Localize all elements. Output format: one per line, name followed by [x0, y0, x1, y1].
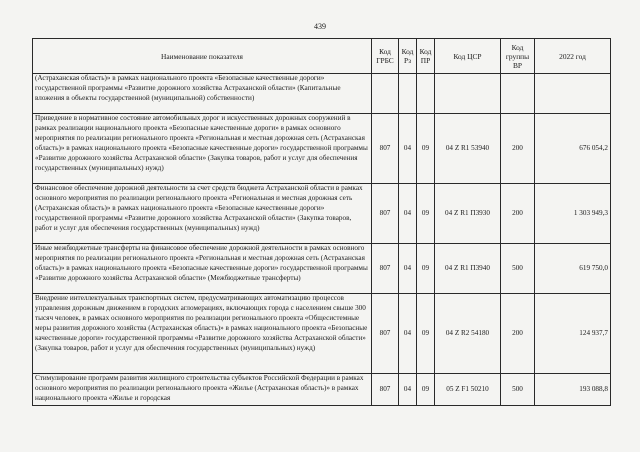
row-grbs — [372, 74, 399, 114]
row-grbs: 807 — [372, 374, 399, 406]
row-csr: 04 Z R1 П3930 — [435, 184, 501, 244]
row-vr: 200 — [501, 114, 535, 184]
table-row — [33, 244, 611, 294]
row-pr: 09 — [417, 374, 435, 406]
header-year: 2022 год — [535, 39, 611, 74]
row-pr: 09 — [417, 184, 435, 244]
row-grbs: 807 — [372, 294, 399, 374]
row-amount — [535, 74, 611, 114]
row-name: Финансовое обеспечение дорожной деятельности за счет средств бюджета Астраханской области в рамках основного мероприятия по реализации регионального проекта «Региональная и местная дорожная сеть (Астраханская область)» в рамках национального проекта «Безопасные качественные дороги» государственной программы «Развитие дорожного хозяйства Астраханской области» (Закупка товаров, работ и услуг для обеспечения государственных (муниципальных) нужд) — [33, 184, 372, 244]
row-name: (Астраханская область)» в рамках национального проекта «Безопасные качественные дороги» государственной программы «Развитие дорожного хозяйства Астраханской области» (Капитальные вложения в объекты государственной (муниципальной) собственности) — [33, 74, 372, 114]
header-grbs: Код ГРБС — [372, 39, 399, 74]
header-vr: Код группы ВР — [501, 39, 535, 74]
row-name: Приведение в нормативное состояние автомобильных дорог и искусственных дорожных сооружений в рамках реализации национального проекта «Безопасные качественные дороги» в рамках основного мероприятия по реализации регионального проекта «Региональная и местная дорожная сеть (Астраханская область)» в рамках национального проекта «Безопасные качественные дороги» государственной программы «Развитие дорожного хозяйства Астраханской области» (Закупка товаров, работ и услуг для обеспечения государственных (муниципальных) нужд) — [33, 114, 372, 184]
header-pr: Код ПР — [417, 39, 435, 74]
header-csr: Код ЦСР — [435, 39, 501, 74]
table-row — [33, 294, 611, 374]
table-row — [33, 74, 611, 114]
row-csr: 04 Z R1 53940 — [435, 114, 501, 184]
row-pr — [417, 74, 435, 114]
row-amount: 193 088,8 — [535, 374, 611, 406]
row-amount: 1 303 949,3 — [535, 184, 611, 244]
row-rz: 04 — [399, 114, 417, 184]
row-vr — [501, 74, 535, 114]
row-csr: 04 Z R1 П3940 — [435, 244, 501, 294]
row-grbs: 807 — [372, 184, 399, 244]
row-name: Иные межбюджетные трансферты на финансовое обеспечение дорожной деятельности в рамках основного мероприятия по реализации регионального проекта «Региональная и местная дорожная сеть (Астраханская область)» в рамках национального проекта «Безопасные качественные дороги» государственной программы «Развитие дорожного хозяйства Астраханской области» (Межбюджетные трансферты) — [33, 244, 372, 294]
row-rz: 04 — [399, 244, 417, 294]
table-header-row — [33, 39, 611, 74]
header-rz: Код Рз — [399, 39, 417, 74]
row-csr: 05 Z F1 50210 — [435, 374, 501, 406]
row-grbs: 807 — [372, 244, 399, 294]
page-number: 439 — [314, 22, 326, 31]
row-pr: 09 — [417, 294, 435, 374]
row-amount: 124 937,7 — [535, 294, 611, 374]
row-csr — [435, 74, 501, 114]
header-name: Наименование показателя — [33, 39, 372, 74]
row-amount: 676 054,2 — [535, 114, 611, 184]
table-row — [33, 184, 611, 244]
row-vr: 500 — [501, 244, 535, 294]
table-row — [33, 114, 611, 184]
row-rz: 04 — [399, 184, 417, 244]
row-grbs: 807 — [372, 114, 399, 184]
row-rz — [399, 74, 417, 114]
row-csr: 04 Z R2 54180 — [435, 294, 501, 374]
row-pr: 09 — [417, 114, 435, 184]
row-name: Стимулирование программ развития жилищного строительства субъектов Российской Федерации в рамках основного мероприятия по реализации регионального проекта «Жилье (Астраханская область)» в рамках национального проекта «Жилье и городская — [33, 374, 372, 406]
row-rz: 04 — [399, 294, 417, 374]
row-amount: 619 750,0 — [535, 244, 611, 294]
row-vr: 200 — [501, 294, 535, 374]
row-vr: 200 — [501, 184, 535, 244]
row-name: Внедрение интеллектуальных транспортных систем, предусматривающих автоматизацию процессов управления дорожным движением в городских агломерациях, включающих города с населением свыше 300 тысяч человек, в рамках основного мероприятия по реализации регионального проекта «Общесистемные меры развития дорожного хозяйства (Астраханская область)» в рамках национального проекта «Безопасные качественные дороги» государственной программы «Развитие дорожного хозяйства Астраханской области» (Закупка товаров, работ и услуг для обеспечения государственных (муниципальных) нужд) — [33, 294, 372, 374]
budget-table — [32, 38, 611, 406]
table-row — [33, 374, 611, 406]
row-pr: 09 — [417, 244, 435, 294]
row-vr: 500 — [501, 374, 535, 406]
row-rz: 04 — [399, 374, 417, 406]
